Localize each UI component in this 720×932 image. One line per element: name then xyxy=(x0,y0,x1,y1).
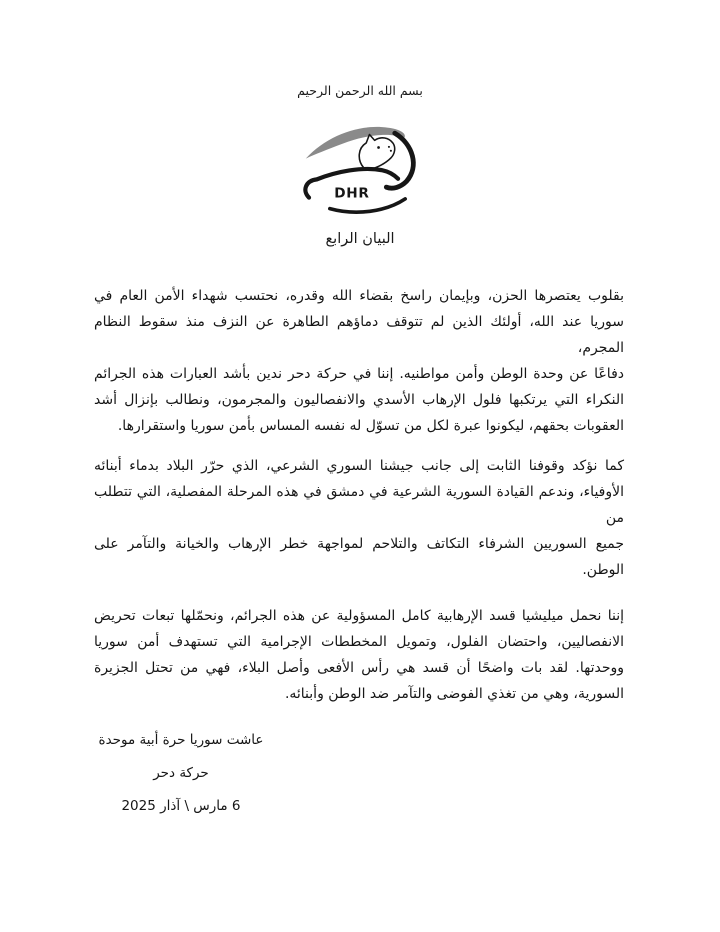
statement-line: ووحدتها. لقد بات واضحًا أن قسد هي رأس الأفعى وأصل البلاء، فهي من تحتل الجزيرة xyxy=(94,660,624,676)
statement-line: جميع السوريين الشرفاء التكاتف والتلاحم لمواجهة خطر الإرهاب والخيانة والتآمر على xyxy=(94,536,624,552)
horse-nostril-dot xyxy=(390,150,392,152)
statement-line: الانفصاليين، واحتضان الفلول، وتمويل المخططات الإجرامية التي تستهدف أمن سوريا xyxy=(94,634,624,650)
statement-line: دفاعًا عن وحدة الوطن وأمن مواطنيه. إننا في حركة دحر ندين بأشد العبارات هذه الجرائم xyxy=(94,366,624,382)
statement-line: العقوبات بحقهم، ليكونوا عبرة لكل من تسوّل له نفسه المساس بأمن سوريا واستقرارها. xyxy=(117,418,624,434)
signature-block xyxy=(94,724,268,823)
horse-eye-dot xyxy=(377,146,380,149)
paragraph-2 xyxy=(94,453,624,583)
statement-line: السورية، وهي من تغذي الفوضى والتآمر ضد الوطن وأبنائه. xyxy=(284,686,624,702)
dhr-logo-graphic xyxy=(296,112,426,224)
statement-line: كما نؤكد وقوفنا الثابت إلى جانب جيشنا السوري الشرعي، الذي حرّر البلاد بدماء أبنائه xyxy=(94,458,624,474)
date-line: 6 مارس \ آذار 2025 xyxy=(121,798,241,814)
logo-dhr-text: DHR xyxy=(334,185,370,202)
horse-nostril-dot xyxy=(388,146,390,148)
statement-line: بقلوب يعتصرها الحزن، وبإيمان راسخ بقضاء الله وقدره، نحتسب شهداء الأمن العام في xyxy=(94,288,624,304)
horse-head-icon xyxy=(359,135,394,168)
statement-line: الوطن. xyxy=(582,562,624,578)
statement-title: البيان الرابع xyxy=(325,231,395,247)
signature-line: حركة دحر xyxy=(153,765,209,781)
statement-line: الأوفياء، وندعم القيادة السورية الشرعية في دمشق في هذه المرحلة المفصلية، التي تتطلب من xyxy=(94,484,624,526)
statement-line: إننا نحمل ميليشيا قسد الإرهابية كامل المسؤولية عن هذه الجرائم، ونحمّلها تبعات تحريض xyxy=(94,608,624,624)
dhr-logo xyxy=(296,112,426,224)
bismillah-text: بسم الله الرحمن الرحيم xyxy=(297,83,423,98)
paragraph-1 xyxy=(94,283,624,439)
paragraph-3 xyxy=(94,603,624,707)
logo-mane-swoosh xyxy=(306,127,405,159)
statement-line: النكراء التي يرتكبها فلول الإرهاب الأسدي والانفصاليون والمجرمون، ونطالب بإنزال أشد xyxy=(94,392,624,408)
statement-line: سوريا عند الله، أولئك الذين لم تتوقف دماؤهم الطاهرة عن النزف منذ سقوط النظام المجرم، xyxy=(94,314,624,356)
slogan-line: عاشت سوريا حرة أبية موحدة xyxy=(98,732,264,748)
